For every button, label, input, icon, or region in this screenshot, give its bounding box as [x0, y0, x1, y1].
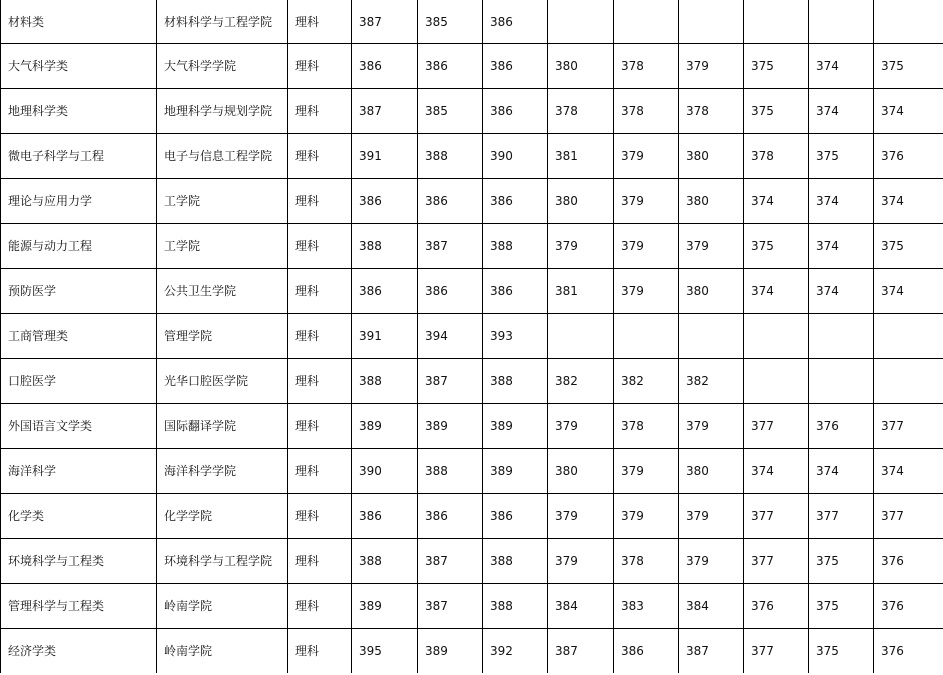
score-cell: 380	[548, 44, 614, 89]
score-cell: 388	[352, 224, 418, 269]
major-cell: 管理科学与工程类	[1, 584, 157, 629]
score-cell: 379	[614, 449, 679, 494]
score-cell: 380	[679, 179, 744, 224]
score-cell	[548, 0, 614, 44]
major-cell: 口腔医学	[1, 359, 157, 404]
score-cell: 376	[874, 629, 943, 674]
score-cell: 387	[679, 629, 744, 674]
score-cell	[874, 314, 943, 359]
score-cell: 374	[874, 449, 943, 494]
score-cell: 378	[679, 89, 744, 134]
school-cell: 管理学院	[157, 314, 288, 359]
score-cell: 379	[614, 179, 679, 224]
category-cell: 理科	[288, 269, 352, 314]
score-cell: 393	[483, 314, 548, 359]
category-cell: 理科	[288, 179, 352, 224]
score-cell: 380	[679, 449, 744, 494]
score-cell: 375	[744, 224, 809, 269]
score-cell: 386	[352, 494, 418, 539]
score-cell: 382	[548, 359, 614, 404]
score-cell: 379	[679, 539, 744, 584]
school-cell: 大气科学学院	[157, 44, 288, 89]
score-cell: 391	[352, 134, 418, 179]
major-cell: 环境科学与工程类	[1, 539, 157, 584]
score-cell: 377	[874, 404, 943, 449]
score-cell: 374	[744, 449, 809, 494]
score-cell: 387	[418, 539, 483, 584]
score-cell: 376	[744, 584, 809, 629]
major-cell: 大气科学类	[1, 44, 157, 89]
category-cell: 理科	[288, 134, 352, 179]
score-cell: 389	[483, 404, 548, 449]
score-cell	[744, 0, 809, 44]
major-cell: 理论与应用力学	[1, 179, 157, 224]
score-cell: 388	[352, 539, 418, 584]
score-cell: 375	[744, 89, 809, 134]
category-cell: 理科	[288, 359, 352, 404]
score-cell: 386	[418, 494, 483, 539]
category-cell: 理科	[288, 584, 352, 629]
category-cell: 理科	[288, 539, 352, 584]
major-cell: 海洋科学	[1, 449, 157, 494]
table-row	[1, 539, 943, 584]
score-cell	[809, 359, 874, 404]
major-cell: 化学类	[1, 494, 157, 539]
score-cell: 386	[483, 269, 548, 314]
score-cell: 377	[744, 404, 809, 449]
score-cell: 376	[809, 404, 874, 449]
score-cell: 385	[418, 0, 483, 44]
category-cell: 理科	[288, 494, 352, 539]
school-cell: 化学学院	[157, 494, 288, 539]
score-cell: 389	[352, 404, 418, 449]
score-cell: 388	[352, 359, 418, 404]
score-cell: 388	[483, 359, 548, 404]
school-cell: 环境科学与工程学院	[157, 539, 288, 584]
score-cell: 386	[614, 629, 679, 674]
major-cell: 材料类	[1, 0, 157, 44]
score-cell	[874, 359, 943, 404]
table-row	[1, 269, 943, 314]
major-cell: 外国语言文学类	[1, 404, 157, 449]
score-cell: 378	[744, 134, 809, 179]
score-cell: 375	[874, 224, 943, 269]
score-cell: 386	[418, 179, 483, 224]
school-cell: 光华口腔医学院	[157, 359, 288, 404]
score-cell	[679, 314, 744, 359]
score-cell: 380	[679, 134, 744, 179]
school-cell: 地理科学与规划学院	[157, 89, 288, 134]
table-row	[1, 0, 943, 44]
score-cell: 375	[744, 44, 809, 89]
score-cell: 387	[418, 359, 483, 404]
table-row	[1, 134, 943, 179]
major-cell: 地理科学类	[1, 89, 157, 134]
score-cell: 387	[418, 584, 483, 629]
score-cell: 389	[352, 584, 418, 629]
score-cell: 378	[614, 89, 679, 134]
score-cell: 395	[352, 629, 418, 674]
major-cell: 预防医学	[1, 269, 157, 314]
score-cell: 379	[614, 224, 679, 269]
score-cell: 394	[418, 314, 483, 359]
score-cell: 375	[809, 629, 874, 674]
score-cell: 386	[483, 89, 548, 134]
score-cell	[874, 0, 943, 44]
score-cell: 390	[352, 449, 418, 494]
category-cell: 理科	[288, 89, 352, 134]
score-cell: 374	[809, 449, 874, 494]
score-cell: 374	[809, 179, 874, 224]
score-cell: 377	[809, 494, 874, 539]
score-cell	[679, 0, 744, 44]
table-row	[1, 629, 943, 674]
score-cell: 380	[548, 179, 614, 224]
score-cell: 377	[744, 629, 809, 674]
score-cell: 386	[483, 494, 548, 539]
score-cell: 383	[614, 584, 679, 629]
score-cell: 376	[874, 539, 943, 584]
score-cell: 387	[352, 0, 418, 44]
score-cell: 386	[418, 269, 483, 314]
score-cell: 380	[679, 269, 744, 314]
score-cell: 379	[548, 404, 614, 449]
category-cell: 理科	[288, 224, 352, 269]
score-cell: 379	[679, 44, 744, 89]
score-cell: 374	[874, 89, 943, 134]
score-cell: 385	[418, 89, 483, 134]
score-cell: 378	[548, 89, 614, 134]
score-cell	[809, 0, 874, 44]
score-cell: 388	[483, 539, 548, 584]
score-cell	[548, 314, 614, 359]
category-cell: 理科	[288, 0, 352, 44]
score-cell: 379	[614, 269, 679, 314]
score-cell: 374	[744, 269, 809, 314]
score-cell: 388	[418, 449, 483, 494]
score-cell: 379	[679, 224, 744, 269]
table-row	[1, 89, 943, 134]
score-cell: 379	[548, 494, 614, 539]
score-cell: 374	[809, 89, 874, 134]
score-cell: 384	[548, 584, 614, 629]
score-cell: 387	[352, 89, 418, 134]
table-row	[1, 584, 943, 629]
table-row	[1, 494, 943, 539]
score-cell: 391	[352, 314, 418, 359]
score-cell: 374	[809, 44, 874, 89]
score-cell	[809, 314, 874, 359]
score-cell: 379	[548, 539, 614, 584]
score-cell: 392	[483, 629, 548, 674]
table-row	[1, 44, 943, 89]
score-cell: 379	[548, 224, 614, 269]
score-cell: 387	[418, 224, 483, 269]
score-cell: 381	[548, 269, 614, 314]
score-cell: 377	[874, 494, 943, 539]
score-cell: 386	[352, 44, 418, 89]
score-cell: 387	[548, 629, 614, 674]
score-cell: 379	[679, 494, 744, 539]
score-cell: 374	[744, 179, 809, 224]
score-cell: 374	[809, 269, 874, 314]
score-cell	[744, 359, 809, 404]
score-cell: 378	[614, 539, 679, 584]
score-cell	[614, 0, 679, 44]
score-cell: 389	[483, 449, 548, 494]
score-cell: 375	[809, 134, 874, 179]
score-cell: 376	[874, 584, 943, 629]
table-row	[1, 224, 943, 269]
category-cell: 理科	[288, 404, 352, 449]
score-cell: 380	[548, 449, 614, 494]
major-cell: 经济学类	[1, 629, 157, 674]
score-cell: 386	[352, 179, 418, 224]
score-cell: 390	[483, 134, 548, 179]
table-row	[1, 179, 943, 224]
score-cell: 388	[483, 224, 548, 269]
school-cell: 海洋科学学院	[157, 449, 288, 494]
score-cell: 376	[874, 134, 943, 179]
major-cell: 工商管理类	[1, 314, 157, 359]
school-cell: 工学院	[157, 179, 288, 224]
score-cell: 379	[614, 494, 679, 539]
score-cell: 386	[418, 44, 483, 89]
score-cell: 378	[614, 44, 679, 89]
score-cell: 375	[809, 584, 874, 629]
score-cell: 375	[809, 539, 874, 584]
score-cell: 379	[614, 134, 679, 179]
school-cell: 电子与信息工程学院	[157, 134, 288, 179]
school-cell: 公共卫生学院	[157, 269, 288, 314]
school-cell: 岭南学院	[157, 584, 288, 629]
score-cell: 386	[352, 269, 418, 314]
table-row	[1, 359, 943, 404]
score-cell	[744, 314, 809, 359]
school-cell: 工学院	[157, 224, 288, 269]
category-cell: 理科	[288, 629, 352, 674]
score-cell: 374	[874, 179, 943, 224]
table-row	[1, 314, 943, 359]
table-row	[1, 449, 943, 494]
table-row	[1, 404, 943, 449]
score-cell: 382	[679, 359, 744, 404]
category-cell: 理科	[288, 449, 352, 494]
score-cell: 386	[483, 44, 548, 89]
score-cell: 381	[548, 134, 614, 179]
school-cell: 国际翻译学院	[157, 404, 288, 449]
score-cell: 379	[679, 404, 744, 449]
score-cell: 388	[418, 134, 483, 179]
score-cell: 382	[614, 359, 679, 404]
score-cell: 384	[679, 584, 744, 629]
score-cell: 389	[418, 629, 483, 674]
score-cell: 374	[809, 224, 874, 269]
score-cell: 377	[744, 539, 809, 584]
major-cell: 微电子科学与工程	[1, 134, 157, 179]
score-cell: 386	[483, 0, 548, 44]
table-body	[1, 0, 943, 673]
score-cell: 386	[483, 179, 548, 224]
school-cell: 岭南学院	[157, 629, 288, 674]
score-cell: 389	[418, 404, 483, 449]
score-cell: 375	[874, 44, 943, 89]
score-cell: 377	[744, 494, 809, 539]
score-cell	[614, 314, 679, 359]
score-cell: 378	[614, 404, 679, 449]
score-cell: 374	[874, 269, 943, 314]
major-cell: 能源与动力工程	[1, 224, 157, 269]
category-cell: 理科	[288, 314, 352, 359]
category-cell: 理科	[288, 44, 352, 89]
school-cell: 材料科学与工程学院	[157, 0, 288, 44]
score-cell: 388	[483, 584, 548, 629]
